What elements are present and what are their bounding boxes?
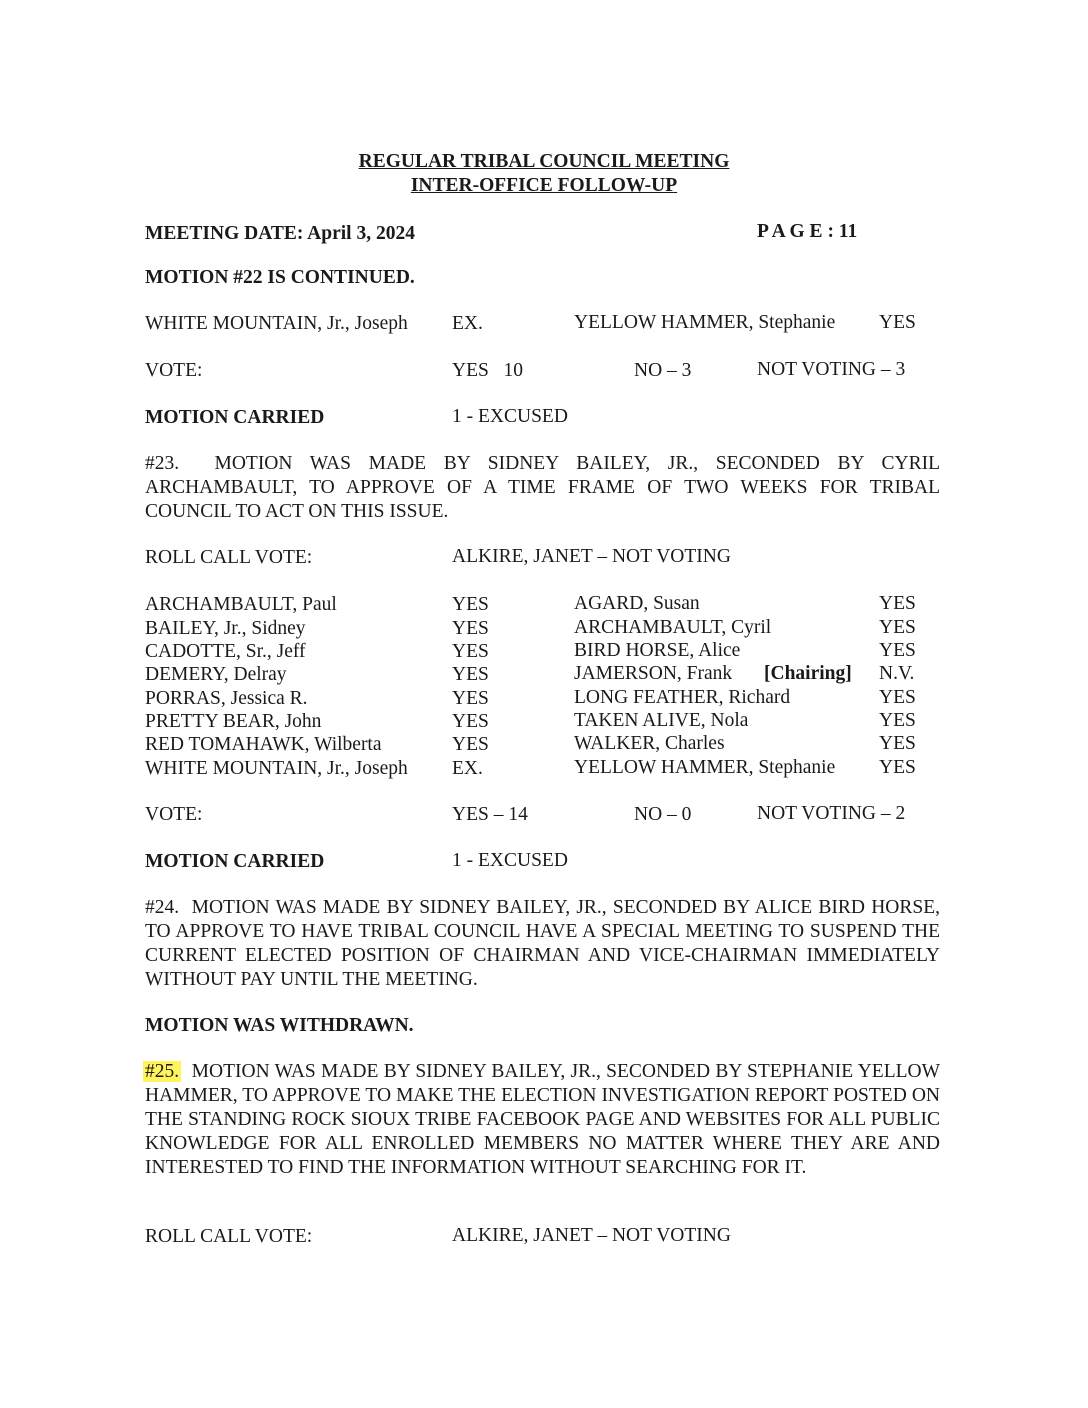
excused-count: 1 - EXCUSED [452,850,568,871]
roll-call-value: ALKIRE, JANET – NOT VOTING [452,1225,731,1246]
vote-value: YES [452,664,489,685]
motion-result: MOTION CARRIED [145,851,325,872]
vote-not-voting: NOT VOTING – 2 [757,803,906,824]
vote-name: LONG FEATHER, Richard [574,687,791,708]
roll-call-label: ROLL CALL VOTE: [145,547,313,568]
page-number: P A G E : 11 [757,221,858,242]
vote-yes: YES – 14 [452,804,528,825]
document-subtitle: INTER-OFFICE FOLLOW-UP [410,175,678,196]
vote-name: BAILEY, Jr., Sidney [145,618,306,639]
motion-text: MOTION WAS MADE BY SIDNEY BAILEY, JR., SECONDED BY STEPHANIE YELLOW HAMMER, TO APPROVE TO MAKE THE ELECTION INVESTIGATION REPORT POSTED ON THE STANDING ROCK SIOUX TRIBE FACEBOOK PAGE AND WEBSITES FOR ALL PUBLIC KNOWLEDGE FOR ALL ENROLLED MEMBERS NO MATTER WHERE THEY ARE AND INTERESTED TO FIND THE INFORMATION WITHOUT SEARCHING FOR IT. [145,1061,941,1178]
motion-text: MOTION WAS MADE BY SIDNEY BAILEY, JR., SECONDED BY ALICE BIRD HORSE, TO APPROVE TO HAVE TRIBAL COUNCIL HAVE A SPECIAL MEETING TO SUSPEND THE CURRENT ELECTED POSITION OF CHAIRMAN AND VICE-CHAIRMAN IMMEDIATELY WITHOUT PAY UNTIL THE MEETING. [145,897,940,990]
vote-value: YES [452,711,489,732]
motion-text: MOTION WAS MADE BY SIDNEY BAILEY, JR., SECONDED BY CYRIL ARCHAMBAULT, TO APPROVE OF A TIME FRAME OF TWO WEEKS FOR TRIBAL COUNCIL TO ACT ON THIS ISSUE. [145,453,940,522]
motion-result: MOTION WAS WITHDRAWN. [145,1015,414,1036]
vote-value: YES [879,733,916,754]
vote-name: PORRAS, Jessica R. [145,688,308,709]
motion-result: MOTION CARRIED [145,407,325,428]
vote-name: RED TOMAHAWK, Wilberta [145,734,382,755]
motion-number: #24. [145,897,180,918]
excused-count: 1 - EXCUSED [452,406,568,427]
vote-value: YES [879,710,916,731]
vote-name: AGARD, Susan [574,593,700,614]
vote-value: YES [452,641,489,662]
vote-label: VOTE: [145,360,203,381]
vote-value: YES [879,312,916,333]
vote-no: NO – 3 [634,360,692,381]
vote-value: EX. [452,758,483,779]
motion22-continued: MOTION #22 IS CONTINUED. [145,267,415,288]
document-title: REGULAR TRIBAL COUNCIL MEETING [358,151,730,172]
vote-value: EX. [452,313,483,334]
motion-number: #23. [145,453,180,474]
meeting-date: MEETING DATE: April 3, 2024 [145,223,415,244]
vote-name: ARCHAMBAULT, Paul [145,594,337,615]
vote-name: WHITE MOUNTAIN, Jr., Joseph [145,313,408,334]
vote-not-voting: NOT VOTING – 3 [757,359,906,380]
vote-name: YELLOW HAMMER, Stephanie [574,757,836,778]
vote-value: YES [879,640,916,661]
roll-call-label: ROLL CALL VOTE: [145,1226,313,1247]
vote-value: YES [879,617,916,638]
motion24-paragraph [145,896,940,992]
vote-name: YELLOW HAMMER, Stephanie [574,312,836,333]
vote-name: WHITE MOUNTAIN, Jr., Joseph [145,758,408,779]
vote-name: TAKEN ALIVE, Nola [574,710,749,731]
vote-value: YES [452,618,489,639]
vote-name: JAMERSON, Frank [574,663,733,684]
vote-value: N.V. [879,663,915,684]
motion23-paragraph [145,452,940,524]
vote-name: PRETTY BEAR, John [145,711,322,732]
vote-yes: YES 10 [452,360,523,381]
vote-name: ARCHAMBAULT, Cyril [574,617,772,638]
vote-value: YES [452,734,489,755]
chairing-note: [Chairing] [764,663,852,684]
roll-call-value: ALKIRE, JANET – NOT VOTING [452,546,731,567]
vote-value: YES [452,594,489,615]
highlighted-motion-number: #25. [145,1061,180,1082]
vote-value: YES [879,593,916,614]
vote-name: DEMERY, Delray [145,664,287,685]
vote-value: YES [879,757,916,778]
vote-value: YES [879,687,916,708]
vote-value: YES [452,688,489,709]
vote-name: BIRD HORSE, Alice [574,640,741,661]
vote-name: WALKER, Charles [574,733,725,754]
vote-no: NO – 0 [634,804,692,825]
motion25-paragraph [145,1060,940,1180]
vote-label: VOTE: [145,804,203,825]
vote-name: CADOTTE, Sr., Jeff [145,641,306,662]
